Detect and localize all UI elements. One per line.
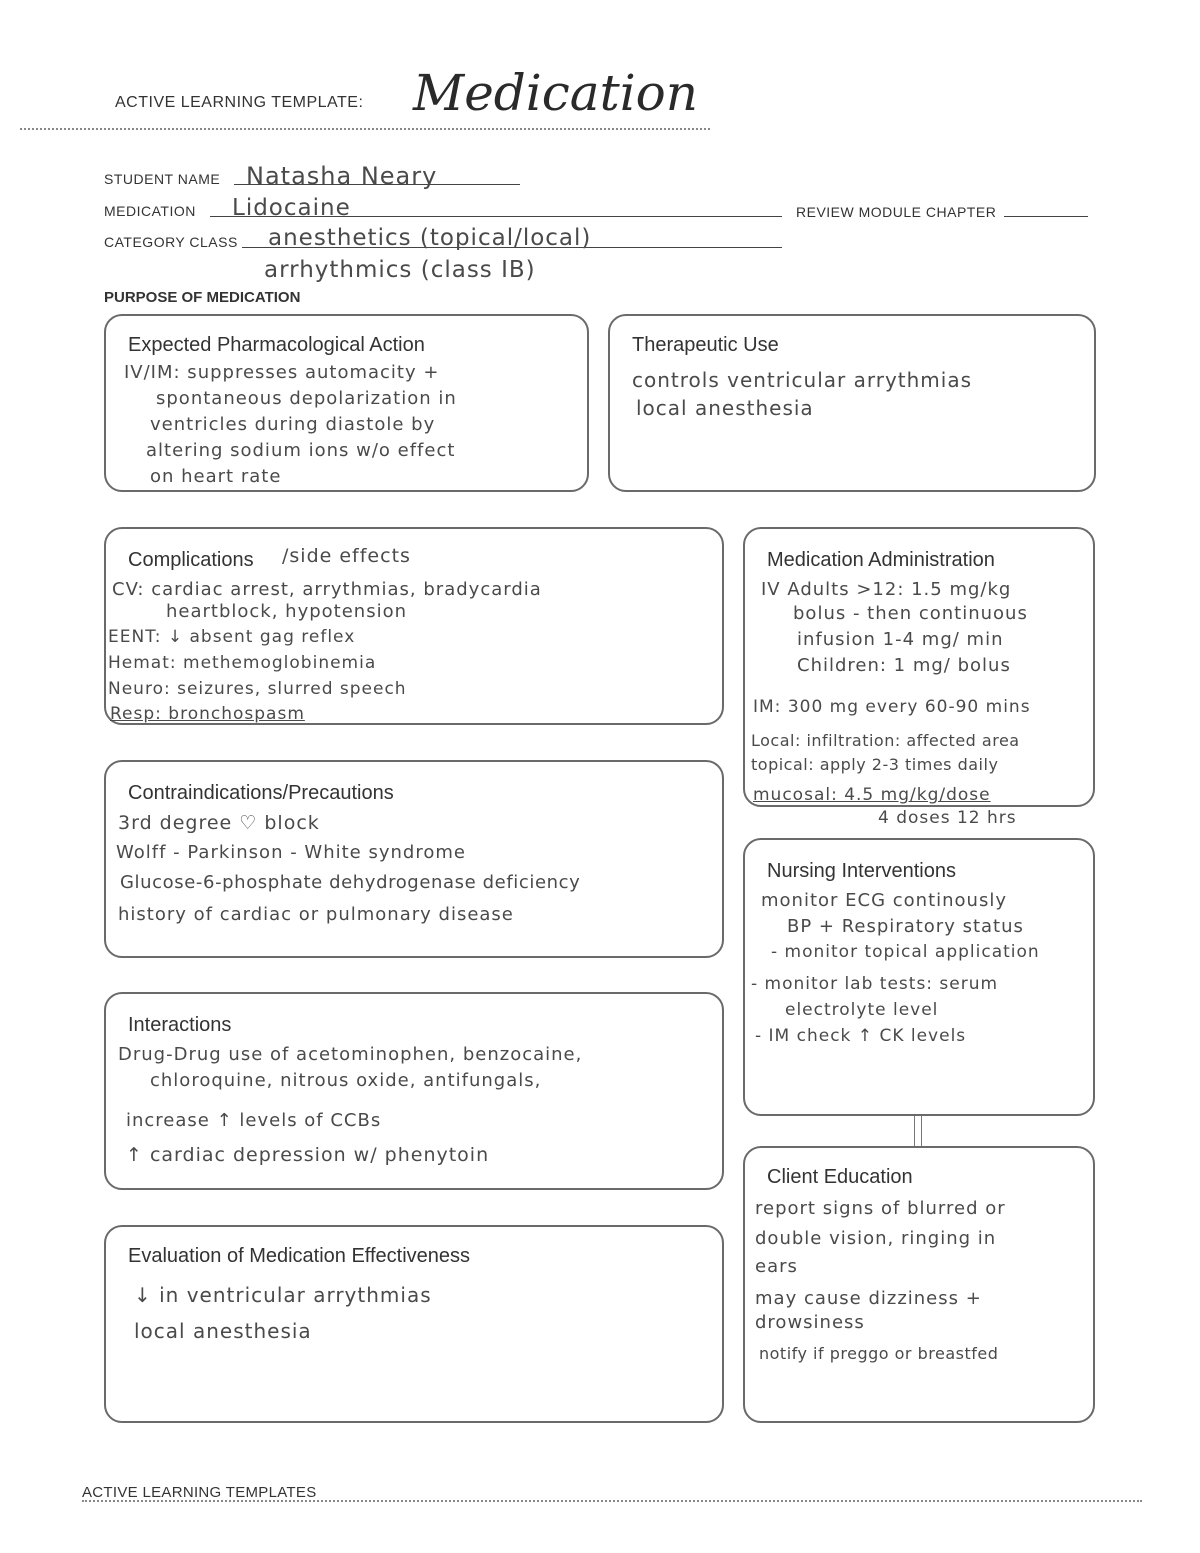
medication-value: Lidocaine — [232, 195, 351, 221]
contraindications-box — [104, 760, 724, 958]
med-admin-title: Medication Administration — [767, 549, 995, 571]
category-class-label: CATEGORY CLASS — [104, 234, 238, 250]
therapeutic-use-box — [608, 314, 1096, 492]
med-admin-line: Local: infiltration: affected area — [751, 731, 1020, 750]
client-education-line: notify if preggo or breastfed — [759, 1344, 999, 1363]
pharm-action-line: spontaneous depolarization in — [156, 388, 457, 409]
med-admin-line: IV Adults >12: 1.5 mg/kg — [761, 579, 1012, 600]
complications-line: Neuro: seizures, slurred speech — [108, 679, 407, 699]
footer-divider — [82, 1500, 1142, 1502]
client-education-line: double vision, ringing in — [755, 1228, 997, 1249]
pharm-action-line: IV/IM: suppresses automacity + — [124, 362, 440, 383]
pharm-action-box — [104, 314, 589, 492]
complications-line: Resp: bronchospasm — [110, 704, 305, 724]
therapeutic-use-line: local anesthesia — [636, 396, 814, 420]
med-admin-line: infusion 1-4 mg/ min — [797, 629, 1004, 650]
contraindications-line: Glucose-6-phosphate dehydrogenase deficiency — [120, 872, 581, 893]
complications-title-hand: /side effects — [282, 545, 411, 567]
evaluation-title: Evaluation of Medication Effectiveness — [128, 1245, 471, 1267]
evaluation-line: ↓ in ventricular arrythmias — [134, 1283, 432, 1307]
nursing-line: monitor ECG continously — [761, 890, 1007, 911]
pharm-action-title: Expected Pharmacological Action — [128, 334, 425, 356]
student-name-label: STUDENT NAME — [104, 171, 221, 187]
therapeutic-use-title: Therapeutic Use — [632, 334, 779, 356]
interactions-line: ↑ cardiac depression w/ phenytoin — [126, 1144, 490, 1166]
complications-line: Hemat: methemoglobinemia — [108, 653, 377, 673]
medication-label: MEDICATION — [104, 203, 196, 219]
complications-box — [104, 527, 724, 725]
complications-title: Complications — [128, 549, 254, 571]
client-education-line: ears — [755, 1256, 798, 1277]
evaluation-line: local anesthesia — [134, 1319, 312, 1343]
nursing-line: BP + Respiratory status — [787, 916, 1024, 937]
nursing-box — [743, 838, 1095, 1116]
pharm-action-line: altering sodium ions w/o effect — [146, 440, 456, 461]
header-divider — [20, 128, 710, 130]
category-class-value-2: arrhythmics (class IB) — [264, 257, 536, 283]
client-education-box — [743, 1146, 1095, 1423]
contraindications-line: 3rd degree ♡ block — [118, 812, 320, 834]
interactions-title: Interactions — [128, 1014, 232, 1036]
interactions-line: Drug-Drug use of acetominophen, benzocaine, — [118, 1044, 583, 1065]
template-header — [115, 62, 755, 132]
contraindications-line: Wolff - Parkinson - White syndrome — [116, 842, 466, 863]
student-name-value: Natasha Neary — [246, 162, 438, 190]
med-admin-line-overflow: 4 doses 12 hrs — [878, 808, 1017, 828]
page-title: Medication — [413, 64, 698, 122]
interactions-box — [104, 992, 724, 1190]
client-education-line: may cause dizziness + — [755, 1288, 982, 1309]
pharm-action-line: on heart rate — [150, 466, 282, 487]
client-education-line: drowsiness — [755, 1312, 865, 1333]
evaluation-box — [104, 1225, 724, 1423]
nursing-line: - monitor lab tests: serum — [751, 974, 999, 994]
med-admin-line: mucosal: 4.5 mg/kg/dose — [753, 785, 991, 805]
therapeutic-use-line: controls ventricular arrythmias — [632, 368, 973, 392]
nursing-title: Nursing Interventions — [767, 860, 956, 882]
contraindications-title: Contraindications/Precautions — [128, 782, 394, 804]
interactions-line: chloroquine, nitrous oxide, antifungals, — [150, 1070, 542, 1091]
complications-line: heartblock, hypotension — [166, 601, 408, 622]
interactions-line: increase ↑ levels of CCBs — [126, 1110, 382, 1131]
client-education-line: report signs of blurred or — [755, 1198, 1006, 1219]
nursing-line: - monitor topical application — [771, 942, 1040, 962]
template-label: ACTIVE LEARNING TEMPLATE: — [115, 94, 364, 111]
pharm-action-line: ventricles during diastole by — [150, 414, 436, 435]
category-class-value-1: anesthetics (topical/local) — [268, 225, 592, 251]
med-admin-line: topical: apply 2-3 times daily — [751, 755, 999, 774]
box-connector — [914, 1116, 922, 1146]
med-admin-box — [743, 527, 1095, 807]
med-admin-line: bolus - then continuous — [793, 603, 1028, 624]
purpose-label: PURPOSE OF MEDICATION — [104, 289, 301, 306]
med-admin-line: Children: 1 mg/ bolus — [797, 655, 1011, 676]
nursing-line: electrolyte level — [785, 1000, 939, 1020]
complications-line: CV: cardiac arrest, arrythmias, bradycardia — [112, 579, 542, 600]
review-module-label: REVIEW MODULE CHAPTER — [796, 204, 997, 220]
client-education-title: Client Education — [767, 1166, 913, 1188]
med-admin-line: IM: 300 mg every 60-90 mins — [753, 697, 1031, 717]
footer-label: ACTIVE LEARNING TEMPLATES — [82, 1484, 317, 1501]
contraindications-line: history of cardiac or pulmonary disease — [118, 904, 514, 925]
complications-line: EENT: ↓ absent gag reflex — [108, 627, 356, 647]
review-module-underline — [1004, 216, 1088, 217]
nursing-line: - IM check ↑ CK levels — [755, 1026, 967, 1046]
